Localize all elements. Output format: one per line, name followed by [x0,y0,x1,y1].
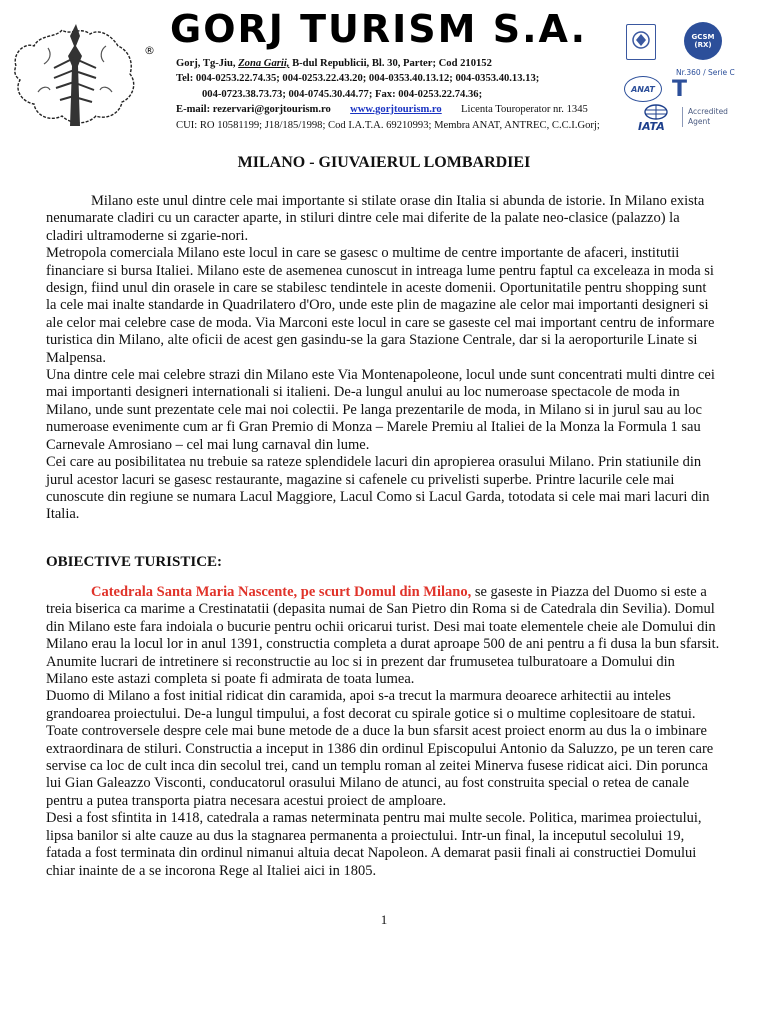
section-heading: OBIECTIVE TURISTICE: [46,554,223,570]
gcsm-sub-label: (RX) [694,41,712,49]
accredited-agent-label [682,107,728,127]
page-title: MILANO - GIUVAIERUL LOMBARDIEI [237,154,531,171]
address-zona: Zona Garii, [238,58,290,69]
accredited-text: Accredited [688,107,728,116]
duomo-text [46,584,720,880]
certification-badges [620,20,768,138]
email-line [176,102,616,117]
address-suffix: B-dul Republicii, Bl. 30, Parter; Cod 210152 [292,58,492,69]
address-prefix: Gorj, Tg-Jiu, [176,58,236,69]
company-name: GORJ TURISM S.A. [170,7,588,51]
iata-label: IATA [638,120,665,133]
gcsm-label: GCSM [691,33,715,41]
paragraph: Cei care au posibilitatea nu trebuie sa rateze splendidele lacuri din apropierea orasului Milano. Prin statiunile din jurul acestor lacuri se gasesc restaurante, magazine si cafenele cu privelisti superbe. Printre lacurile cele mai cunoscute din regiune se numara Lacul Maggiore, Lacul Como si Lacul Garda, totodata si cele mai mari lacuri din Italia. [46,454,710,523]
gcsm-badge-icon [684,22,722,60]
paragraph: Milano este unul dintre cele mai importante si stilate orase din Italia si abunda de istorie. In Milano exista nenumarate cladiri cu un caracter aparte, in stiluri dintre cele mai diferite de la palate neo-clasice (palazzo) la cladiri ultramoderne si zgarie-nori. [46,193,705,244]
iso-certificate-icon [626,24,656,60]
certificate-number: Nr.360 / Serie C [676,68,735,77]
intro-text [46,193,720,524]
paragraph: Duomo di Milano a fost initial ridicat din caramida, apoi s-a trecut la marmura deoarece arhitectii au inteles grandoarea proiectului. De-a lungul timpului, a fost decorat cu spirale gotice si o multime coplesitoare de statui. Toate controversele despre cele mai bune metode de a duce la bun sfarsit acest proiect enorm au dus la o imbinare extraordinara de stiluri. Constructia a inceput in 1386 din ordinul Episcopului Antonio da Saluzzo, pe un teren care servise ca loc de cult inca din secolul trei, cand un templu roman al zeitei Minerva fusese ridicat aici. Din porunca lui Gian Galeazzo Visconti, conducatorul orasului Milano de atunci, au fost construita special o retea de canale pentru a putea transporta piatra necesara acestui proiect de amploare. [46,688,714,809]
iata-logo-icon [638,104,748,134]
registered-mark: ® [144,44,155,57]
anat-logo-icon: ANAT [624,76,662,102]
agent-text: Agent [688,117,711,126]
website-link[interactable]: www.gorjtourism.ro [350,104,442,116]
paragraph: Una dintre cele mai celebre strazi din Milano este Via Montenapoleone, locul unde sunt concentrati multi dintre cei mai importanti designeri internationali si italieni. De-a lungul anului au loc numeroase spectacole de moda in Milano, unde sunt prezentate cele mai noi colectii. Pe langa prezentarile de moda, in Milano si in jurul sau au loc numeroase evenimente cum ar fi Gran Premio di Monza – Marele Premiu al Italiei de la Monza la Formula 1 sau Carnevale Amrosiano – cel mai lung carnaval din lume. [46,367,715,453]
contact-block [176,56,616,133]
page-number: 1 [380,912,388,927]
paragraph: Metropola comerciala Milano este locul in care se gasesc o multime de centre importante de afaceri, institutii financiare si bursa Italiei. Milano este de asemenea cunoscut in intreaga lume pentru faptul ca exceleaza in moda si design, fiind unul din orasele in care se stabilesc tendintele in aceste domenii. Oportunitatile pentru shopping sunt la cele mai inalte standarde in Quadrilatero d'Oro, unde este plin de magazine ale celor mai importanti designeri si ale celor mai celebre case de moda. Via Marconi este locul in care se gaseste cel mai important centru de informare turistica din Milano, alte oficii de acest gen gasindu-se la gara Stazione Centrale, dar si la aeroporturile Linate si Malpensa. [46,245,715,366]
address-line [176,56,616,71]
t-logo-icon: T [672,77,688,102]
phone-line: Tel: 004-0253.22.74.35; 004-0253.22.43.20; 004-0353.40.13.12; 004-0353.40.13.13; [176,73,540,85]
paragraph [46,584,720,688]
duomo-highlight: Catedrala Santa Maria Nascente, pe scurt Domul din Milano, [91,584,472,600]
license-text: Licenta Touroperator nr. 1345 [461,104,588,116]
registry-line: CUI: RO 10581199; J18/185/1998; Cod I.A.T.A. 69210993; Membra ANAT, ANTREC, C.C.I.Gorj; [176,119,600,131]
email-label: E-mail: [176,104,211,116]
company-logo [4,6,154,134]
phone-line-2: 004-0723.38.73.73; 004-0745.30.44.77; Fax: 004-0253.22.74.36; [202,88,483,100]
email-address[interactable]: rezervari@gorjtourism.ro [212,104,331,116]
paragraph: Desi a fost sfintita in 1418, catedrala a ramas neterminata pentru mai multe secole. Politica, marimea proiectului, lipsa banilor si alte cauze au dus la stagnarea permanenta a proiectului. Intr-un final, la inceputul secolului 19, fatada a fost terminata din ordinul nimanui altuia decat Napoleon. A demarat pasii finali ai constructiei Domului chiar inainte de a se incorona Rege al Italiei aici in 1805. [46,810,702,879]
duomo-text-1: se gaseste in Piazza del Duomo si este a treia biserica ca marime a Crestinatatii (depasita numai de San Pietro din Roma si de Catedrala din Sevilia). Domul din Milano este fara indoiala o bucurie pentru ochii oricarui turist. Desi mai toate elementele cheie ale Domului din Milano erau la locul lor in anul 1391, constructia completa a durat aproape 500 de ani pentru a fi dusa la bun sfarsit. Anumite lucrari de intretinere si reconstructie au loc si in prezent dar frumusetea tulburatoare a Domului din Milano este astazi completa si poate fi admirata de toata lumea. [46,584,720,688]
